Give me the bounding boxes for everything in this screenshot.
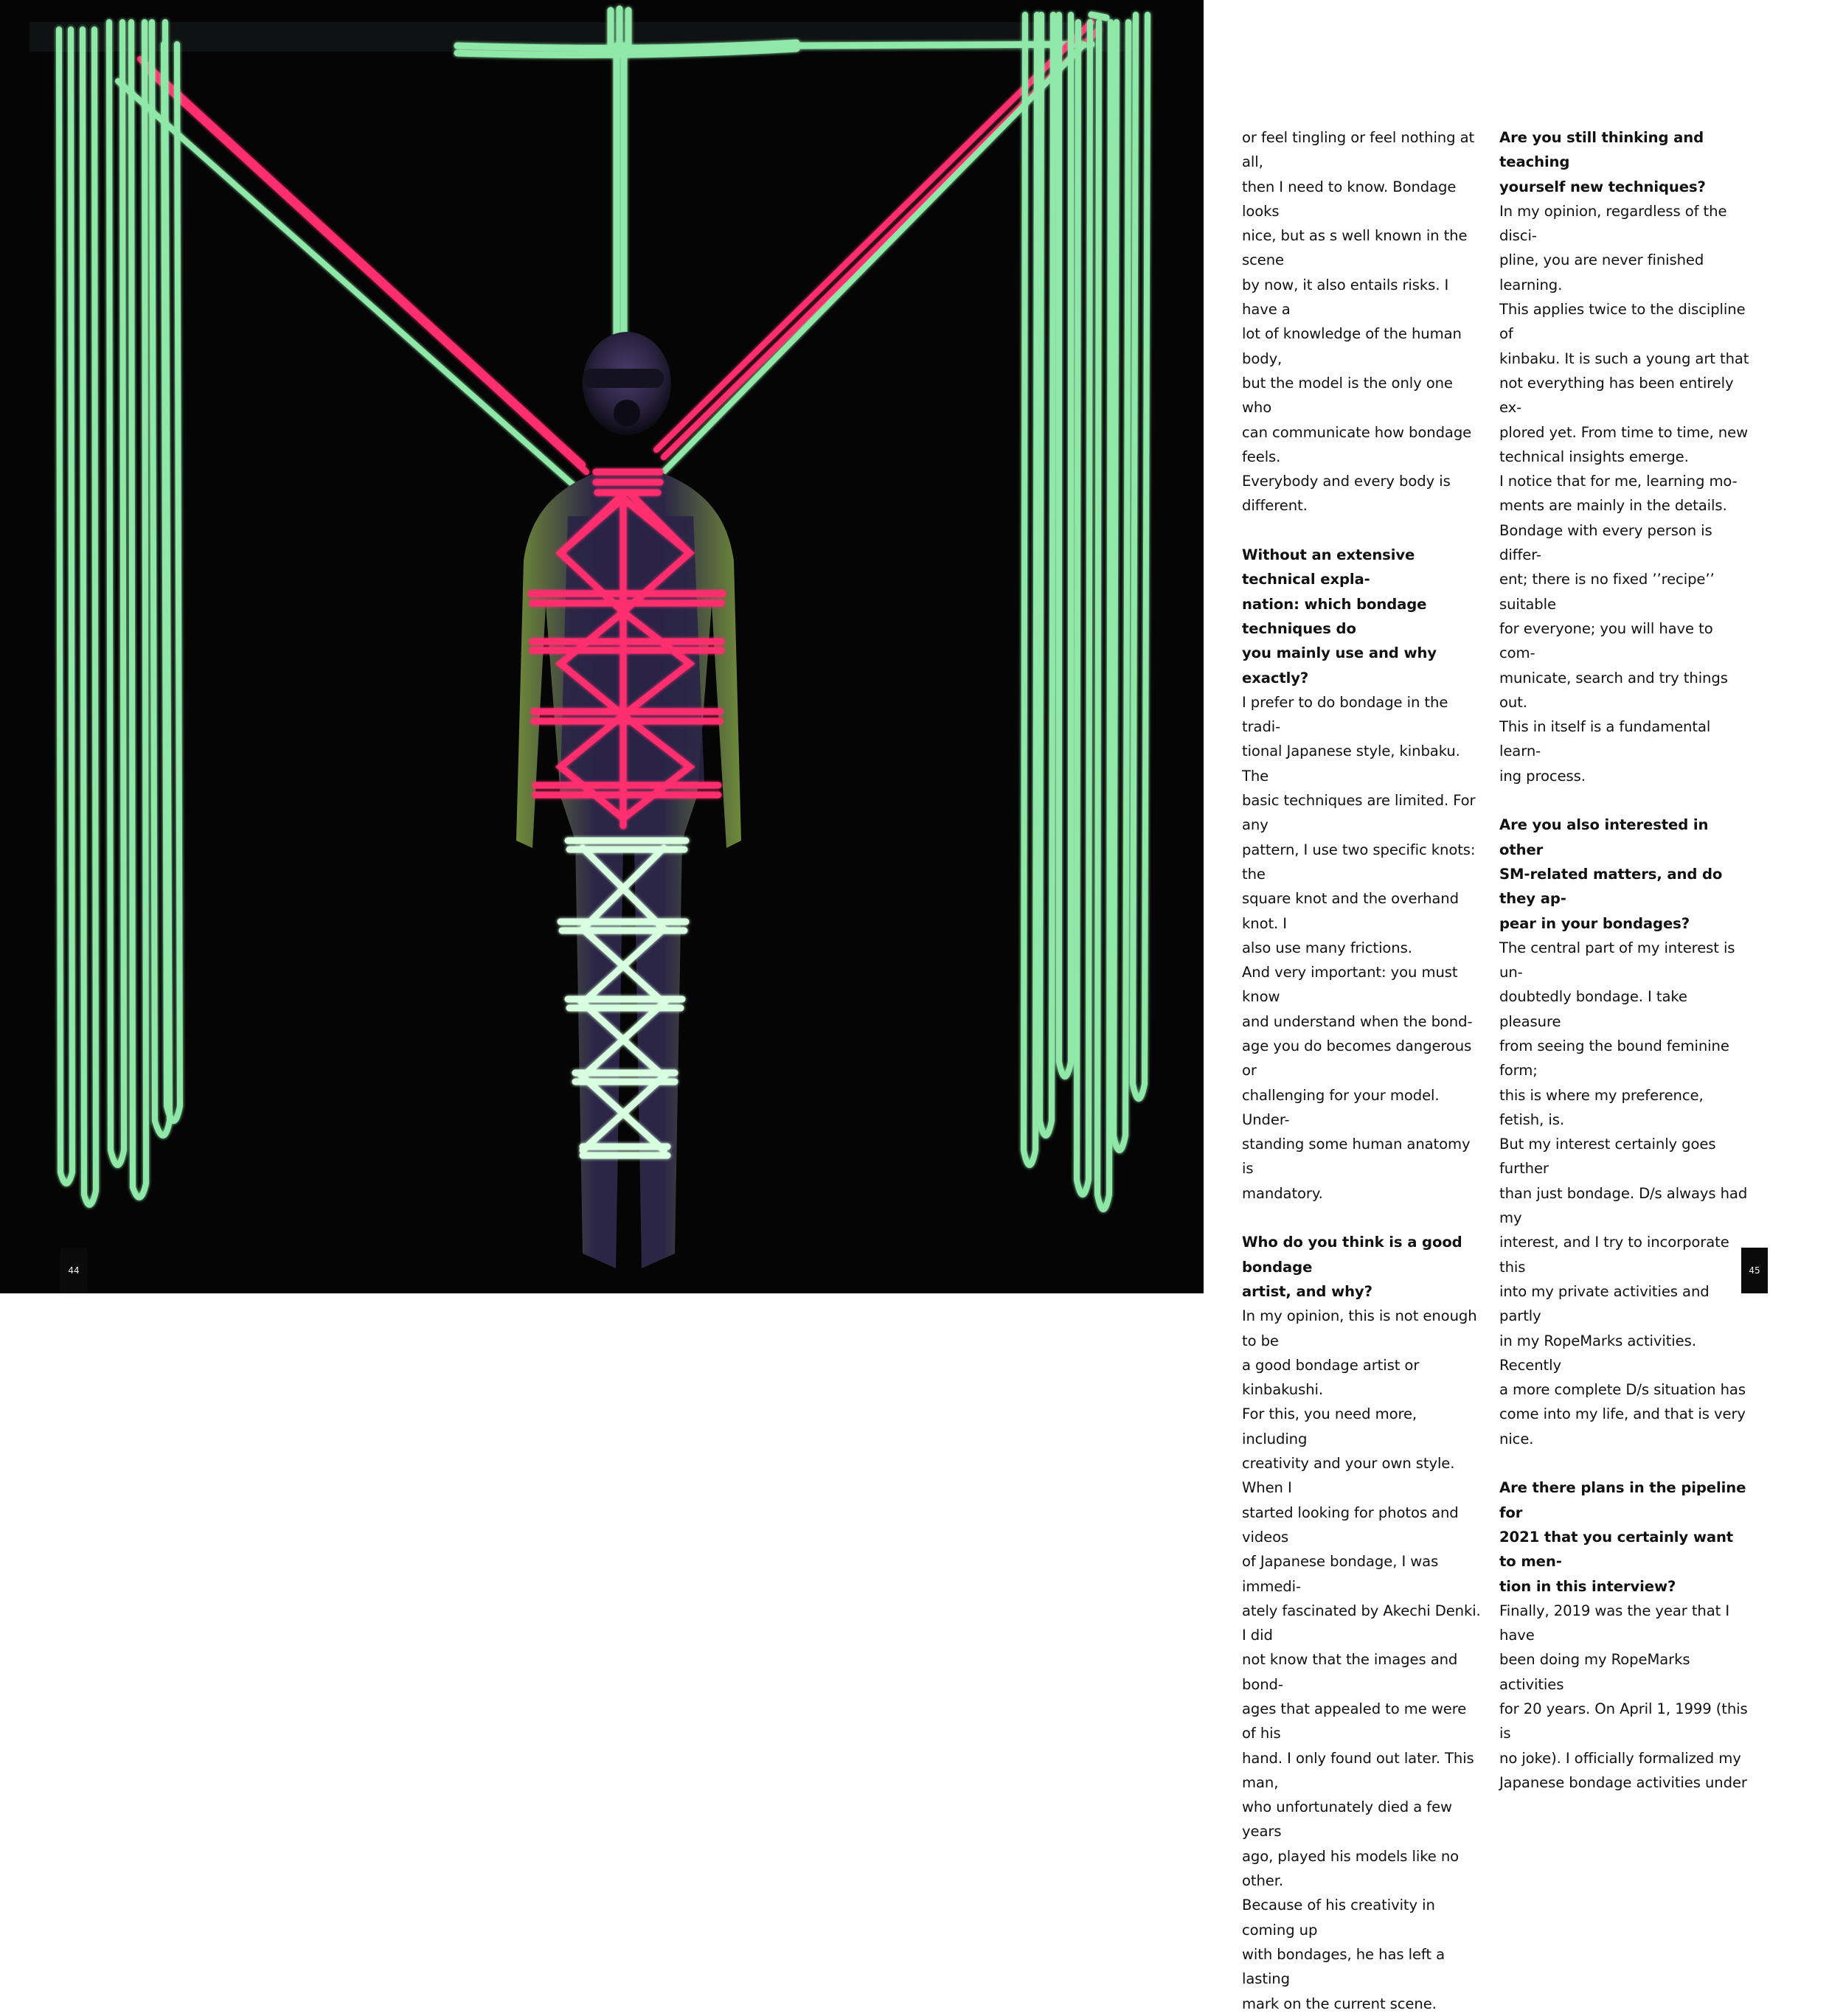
- interview-question: Without an extensive technical expla- nation: which bondage techniques do you mainly use and why exactly?: [1242, 546, 1437, 687]
- interview-answer: And very important: you must know and understand when the bond- age you do becomes dangerous or challenging for your model. Under- standing some human anatomy is mandatory.: [1242, 964, 1473, 1202]
- interview-answer: Finally, 2019 was the year that I have been doing my RopeMarks activities for 20 years. On April 1, 1999 (this is no joke). I officially formalized my Japanese bondage activities under: [1499, 1602, 1748, 1791]
- interview-answer: I prefer to do bondage in the tradi- tional Japanese style, kinbaku. The basic techniques are limited. For any pattern, I use two specific knots: the square knot and the overhand knot. I also use many frictions.: [1242, 693, 1476, 956]
- page-number-left: 44: [60, 1248, 87, 1293]
- article-column-1: [1242, 125, 1484, 2016]
- article-column-2: [1499, 125, 1750, 1795]
- interview-answer: The central part of my interest is un- doubtedly bondage. I take pleasure from seeing the bound feminine form; this is where my preference, fetish, is. But my interest certainly goes further than just bondage. D/s always had my interest, and I try to incorporate this into my private activities and partly in my RopeMarks activities. Recently a more complete D/s situation has come into my life, and that is very nice.: [1499, 939, 1748, 1447]
- interview-answer: or feel tingling or feel nothing at all, then I need to know. Bondage looks nice, but as s well known in the scene by now, it also entails risks. I have a lot of knowledge of the human body, but the model is the only one who can communicate how bondage feels. Everybody and every body is different.: [1242, 129, 1475, 515]
- interview-question: Who do you think is a good bondage artist, and why?: [1242, 1234, 1462, 1300]
- interview-question: Are you still thinking and teaching yourself new techniques?: [1499, 129, 1706, 195]
- photo: [0, 0, 1204, 1293]
- left-page: [0, 0, 1204, 1293]
- interview-answer: I notice that for me, learning mo- ments are mainly in the details. Bondage with every person is differ- ent; there is no fixed ’’recipe’’ suitable for everyone; you will have to com- municate, search and try things out. This in itself is a fundamental learn- ing process.: [1499, 473, 1738, 785]
- interview-question: Are you also interested in other SM-related matters, and do they ap- pear in your bondages?: [1499, 816, 1723, 932]
- interview-answer: In my opinion, this is not enough to be a good bondage artist or kinbakushi. For this, you need more, including creativity and your own style. When I started looking for photos and videos of Japanese bondage, I was immedi- ately fascinated by Akechi Denki. I did not know that the images and bond- ages that appealed to me were of his hand. I only found out later. This man, who unfortunately died a few years ago, played his models like no other. Because of his creativity in coming up with bondages, he has left a lasting mark on the current scene.: [1242, 1307, 1481, 2012]
- interview-question: Are there plans in the pipeline for 2021 that you certainly want to men- tion in this interview?: [1499, 1479, 1746, 1595]
- page-number-right: 45: [1741, 1248, 1768, 1293]
- interview-answer: In my opinion, regardless of the disci- pline, you are never finished learning. This applies twice to the discipline of kinbaku. It is such a young art that not everything has been entirely ex- plored yet. From time to time, new technical insights emerge.: [1499, 202, 1749, 465]
